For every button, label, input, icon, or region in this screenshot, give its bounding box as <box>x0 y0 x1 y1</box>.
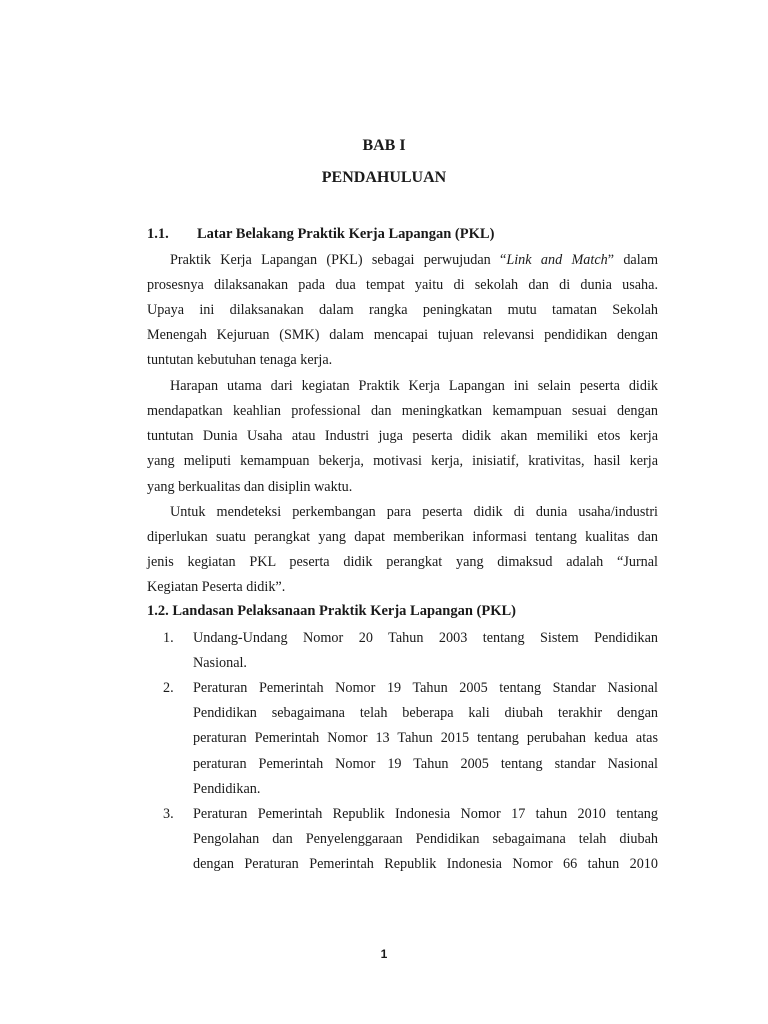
section-2-heading: 1.2. Landasan Pelaksanaan Praktik Kerja Lapangan (PKL) <box>147 603 516 619</box>
paragraph-3-line: diperlukan suatu perangkat yang dapat memberikan informasi tentang kualitas dan <box>147 529 658 545</box>
paragraph-1-line: Menengah Kejuruan (SMK) dalam mencapai tujuan relevansi pendidikan dengan <box>147 327 658 343</box>
link-match-suffix: ” dalam <box>607 252 658 268</box>
section-1-title: Latar Belakang Praktik Kerja Lapangan (PKL) <box>197 226 495 242</box>
link-match-prefix: Praktik Kerja Lapangan (PKL) sebagai perwujudan “ <box>170 252 507 268</box>
chapter-number: BAB I <box>362 137 406 154</box>
link-match-italic: Link and Match <box>506 252 608 268</box>
paragraph-3-line: jenis kegiatan PKL peserta didik perangkat yang dimaksud adalah “Jurnal <box>147 554 658 570</box>
list-item-line: Peraturan Pemerintah Nomor 19 Tahun 2005 tentang Standar Nasional <box>193 680 658 696</box>
list-item-line: Pendidikan. <box>193 781 261 797</box>
paragraph-2-line: tuntutan Dunia Usaha atau Industri juga peserta didik akan memiliki etos kerja <box>147 428 658 444</box>
paragraph-3-line: Untuk mendeteksi perkembangan para peserta didik di dunia usaha/industri <box>170 504 658 520</box>
paragraph-1-line: Upaya ini dilaksanakan dalam rangka peningkatan mutu tamatan Sekolah <box>147 302 658 318</box>
list-item-line: Pengolahan dan Penyelenggaraan Pendidikan sebagaimana telah diubah <box>193 831 658 847</box>
list-item-line: peraturan Pemerintah Nomor 13 Tahun 2015 tentang perubahan kedua atas <box>193 730 658 746</box>
list-item-line: peraturan Pemerintah Nomor 19 Tahun 2005 tentang standar Nasional <box>193 756 658 772</box>
section-1-heading <box>147 226 494 243</box>
paragraph-2-line: Harapan utama dari kegiatan Praktik Kerja Lapangan ini selain peserta didik <box>170 378 658 394</box>
paragraph-2-line: yang berkualitas dan disiplin waktu. <box>147 479 353 495</box>
list-item-line: dengan Peraturan Pemerintah Republik Indonesia Nomor 66 tahun 2010 <box>193 856 658 872</box>
list-item-marker: 3. <box>163 806 174 822</box>
list-item-line: Nasional. <box>193 655 247 671</box>
paragraph-2-line: mendapatkan keahlian professional dan meningkatkan kemampuan sesuai dengan <box>147 403 658 419</box>
paragraph-1-line-1 <box>170 251 658 269</box>
section-1-number: 1.1. <box>147 226 169 242</box>
paragraph-2-line: yang meliputi kemampuan bekerja, motivasi kerja, inisiatif, krativitas, hasil kerja <box>147 453 658 469</box>
page-number: 1 <box>380 947 388 961</box>
paragraph-1-line: prosesnya dilaksanakan pada dua tempat yaitu di sekolah dan di dunia usaha. <box>147 277 658 293</box>
list-item-line: Pendidikan sebagaimana telah beberapa kali diubah terakhir dengan <box>193 705 658 721</box>
paragraph-1-line: tuntutan kebutuhan tenaga kerja. <box>147 352 333 368</box>
list-item-marker: 2. <box>163 680 174 696</box>
list-item-marker: 1. <box>163 630 174 646</box>
paragraph-3-line: Kegiatan Peserta didik”. <box>147 579 286 595</box>
chapter-title: PENDAHULUAN <box>321 169 447 186</box>
list-item-line: Peraturan Pemerintah Republik Indonesia Nomor 17 tahun 2010 tentang <box>193 806 658 822</box>
list-item-line: Undang-Undang Nomor 20 Tahun 2003 tentang Sistem Pendidikan <box>193 630 658 646</box>
